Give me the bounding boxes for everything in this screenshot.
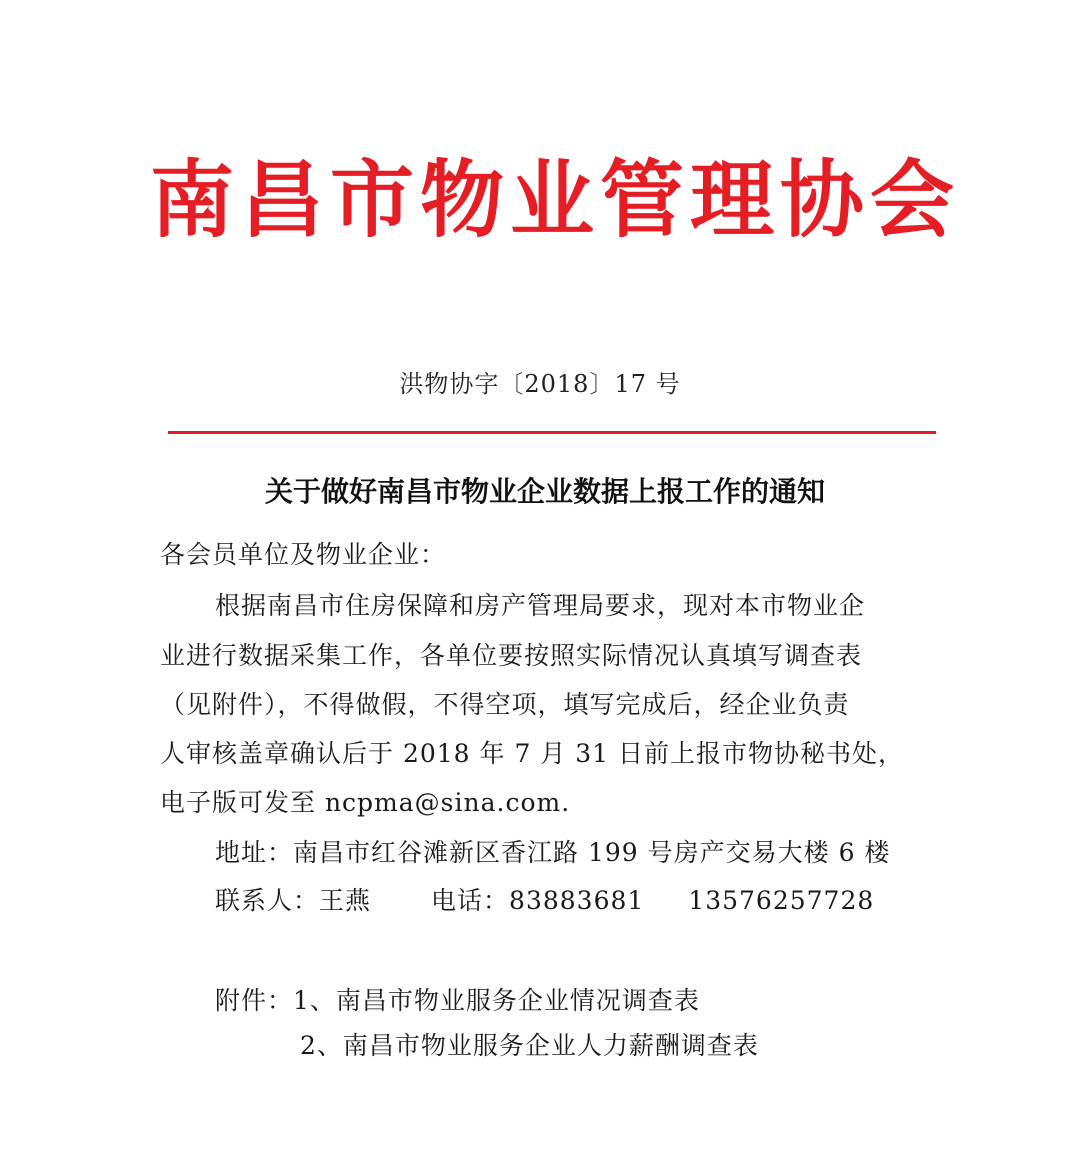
phone-number-2: 13576257728 bbox=[688, 886, 875, 915]
document-number: 洪物协字〔2018〕17 号 bbox=[399, 370, 681, 398]
body-line-5: 电子版可发至 ncpma@sina.com. bbox=[160, 788, 571, 817]
contact-name: 王燕 bbox=[319, 886, 372, 915]
notice-title: 关于做好南昌市物业企业数据上报工作的通知 bbox=[264, 475, 825, 508]
body-line-1: 根据南昌市住房保障和房产管理局要求，现对本市物业企 bbox=[215, 591, 866, 620]
address-value: 南昌市红谷滩新区香江路 199 号房产交易大楼 6 楼 bbox=[293, 838, 891, 867]
attachment-item-2: 2、南昌市物业服务企业人力薪酬调查表 bbox=[300, 1031, 759, 1060]
contact-line bbox=[215, 881, 874, 921]
phone-label: 电话： bbox=[431, 886, 510, 915]
red-divider bbox=[168, 431, 936, 434]
body-line-3: （见附件），不得做假，不得空项，填写完成后，经企业负责 bbox=[160, 690, 850, 719]
attachments-label: 附件： bbox=[215, 986, 294, 1015]
body-line-4: 人审核盖章确认后于 2018 年 7 月 31 日前上报市物协秘书处， bbox=[160, 739, 905, 768]
phone-number-1: 83883681 bbox=[509, 886, 645, 915]
address-line bbox=[215, 833, 890, 873]
attachment-line-2 bbox=[300, 1026, 759, 1066]
address-label: 地址： bbox=[215, 838, 294, 867]
body-line-2: 业进行数据采集工作，各单位要按照实际情况认真填写调查表 bbox=[160, 641, 863, 670]
organization-title: 南昌市物业管理协会 bbox=[149, 151, 960, 249]
attachment-item-1: 1、南昌市物业服务企业情况调查表 bbox=[293, 986, 700, 1015]
salutation: 各会员单位及物业企业： bbox=[160, 540, 447, 569]
contact-label: 联系人： bbox=[215, 886, 320, 915]
attachment-line-1 bbox=[215, 981, 700, 1021]
